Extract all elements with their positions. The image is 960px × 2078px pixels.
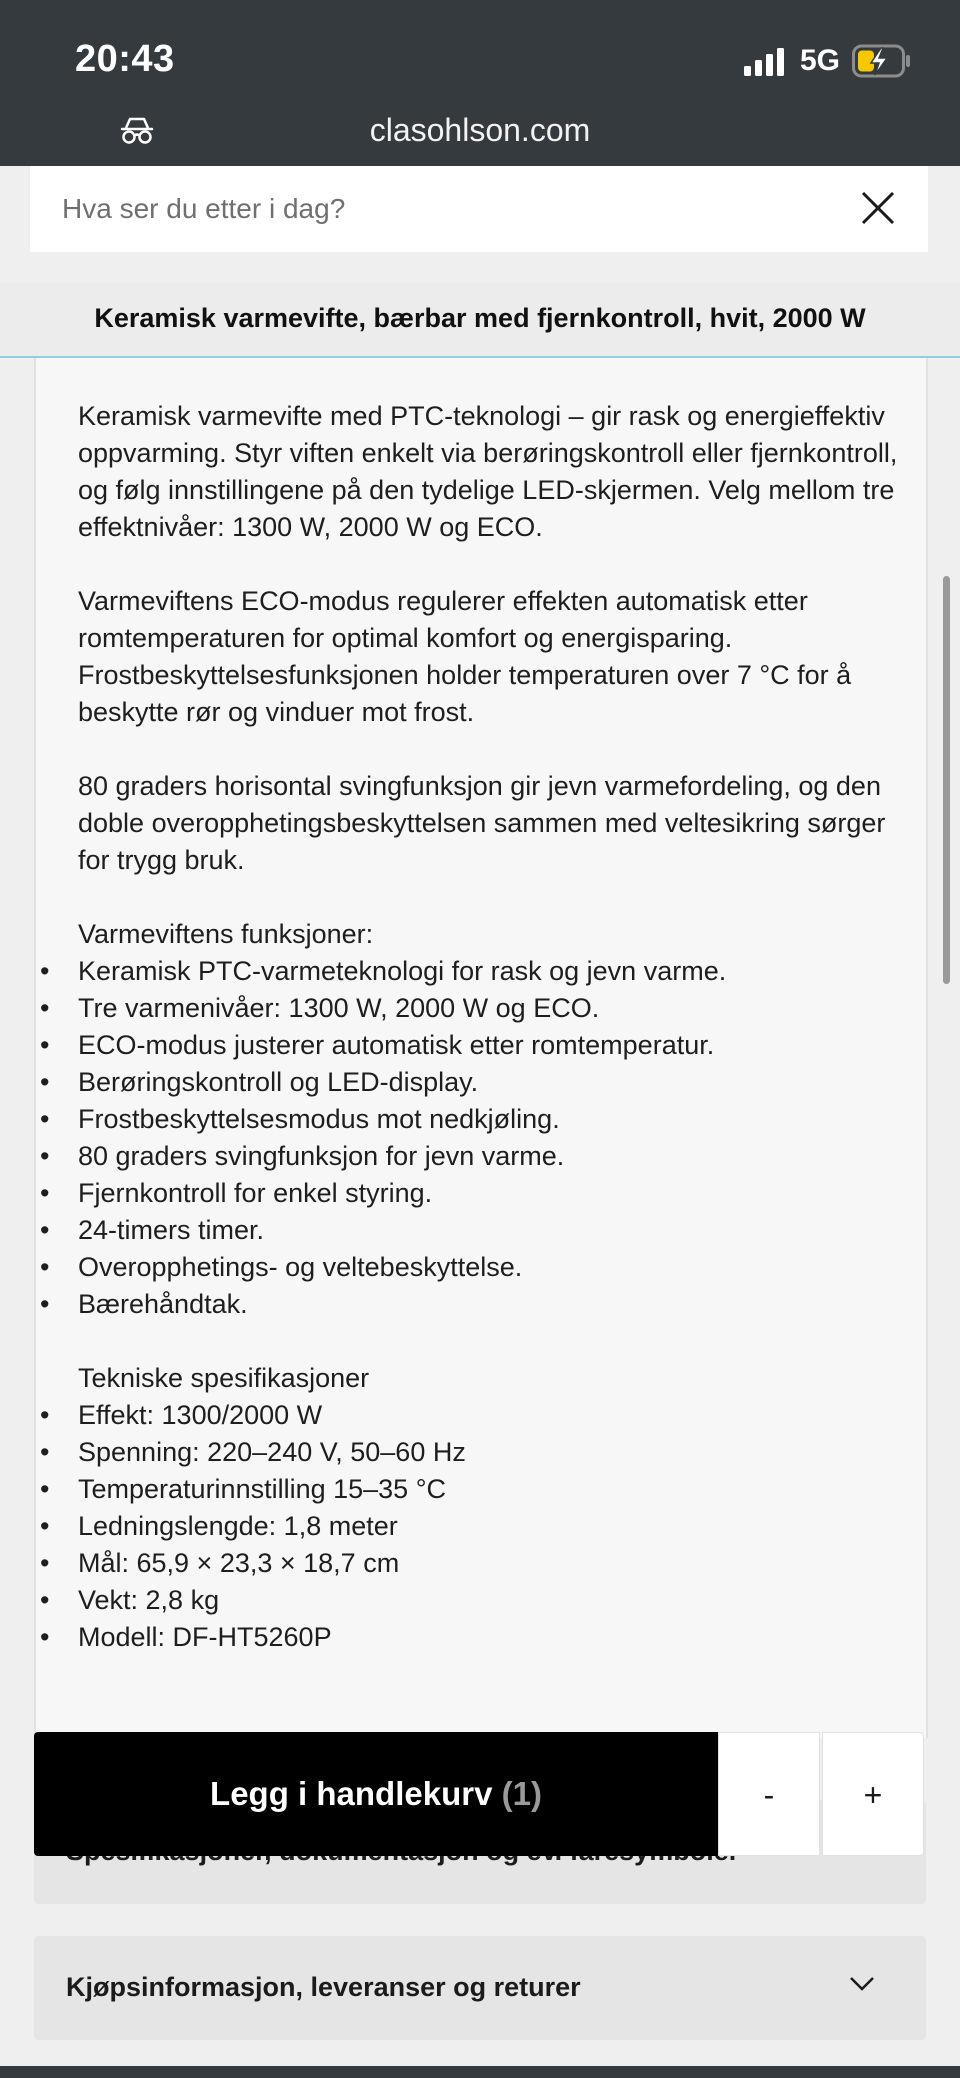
- chevron-down-icon: [848, 1974, 876, 1994]
- quantity-increase-button[interactable]: +: [822, 1732, 924, 1856]
- feature-item: • Tre varmenivåer: 1300 W, 2000 W og ECO.: [78, 990, 908, 1027]
- description-paragraph: 80 graders horisontal svingfunksjon gir jevn varmefordeling, og den doble overopphetingsbeskyttelsen sammen med veltesikring sørger for trygg bruk.: [78, 771, 886, 875]
- feature-item: • 80 graders svingfunksjon for jevn varme.: [78, 1138, 908, 1175]
- purchase-info-accordion[interactable]: [34, 1936, 926, 2040]
- sticky-cart-bar: [34, 1732, 926, 1856]
- specs-list: [78, 1397, 908, 1656]
- features-heading: Varmeviftens funksjoner:: [78, 919, 374, 949]
- feature-item: • Fjernkontroll for enkel styring.: [78, 1175, 908, 1212]
- address-bar-url[interactable]: clasohlson.com: [369, 112, 591, 148]
- description-paragraph: Keramisk varmevifte med PTC-teknologi – gir rask og energieffektiv oppvarming. Styr viften enkelt via berøringskontroll eller fjernkontroll, og følg innstillingene på den tydelige LED-skjermen. Velg mellom tre effektnivåer: 1300 W, 2000 W og ECO.: [78, 401, 898, 542]
- spec-item: • Mål: 65,9 × 23,3 × 18,7 cm: [78, 1545, 908, 1582]
- description-paragraph: Varmeviftens ECO-modus regulerer effekten automatisk etter romtemperaturen for optimal komfort og energisparing. Frostbeskyttelsesfunksjonen holder temperaturen over 7 °C for å beskytte rør og vinduer mot frost.: [78, 586, 852, 727]
- description-content: [78, 398, 908, 1693]
- spec-item: • Ledningslengde: 1,8 meter: [78, 1508, 908, 1545]
- feature-item: • ECO-modus justerer automatisk etter romtemperatur.: [78, 1027, 908, 1064]
- feature-item: • Overopphetings- og veltebeskyttelse.: [78, 1249, 908, 1286]
- browser-topbar: [0, 0, 960, 166]
- search-bar: [30, 166, 928, 252]
- spec-item: • Effekt: 1300/2000 W: [78, 1397, 908, 1434]
- spec-item: • Temperaturinnstilling 15–35 °C: [78, 1471, 908, 1508]
- quantity-decrease-button[interactable]: -: [718, 1732, 820, 1856]
- features-list: [78, 953, 908, 1323]
- search-input[interactable]: [60, 182, 844, 236]
- battery-charging-icon: [852, 44, 912, 78]
- spec-item: • Vekt: 2,8 kg: [78, 1582, 908, 1619]
- cellular-signal-icon: [744, 48, 786, 76]
- spec-item: • Spenning: 220–240 V, 50–60 Hz: [78, 1434, 908, 1471]
- cart-count: (1): [501, 1775, 542, 1812]
- bottom-toolbar-edge: [0, 2066, 960, 2078]
- add-to-cart-label: Legg i handlekurv: [210, 1775, 493, 1812]
- status-time: 20:43: [75, 38, 175, 80]
- product-title-bar: [0, 282, 960, 358]
- accordion-label: Kjøpsinformasjon, leveranser og returer: [66, 1972, 581, 2002]
- network-type: 5G: [800, 44, 841, 77]
- feature-item: • 24-timers timer.: [78, 1212, 908, 1249]
- close-icon[interactable]: [858, 188, 898, 228]
- specs-heading: Tekniske spesifikasjoner: [78, 1363, 370, 1393]
- feature-item: • Berøringskontroll og LED-display.: [78, 1064, 908, 1101]
- add-to-cart-button[interactable]: [34, 1732, 718, 1856]
- page-scrollbar[interactable]: [943, 576, 950, 984]
- feature-item: • Keramisk PTC-varmeteknologi for rask og jevn varme.: [78, 953, 908, 990]
- description-panel: [34, 358, 928, 1738]
- spec-item: • Modell: DF-HT5260P: [78, 1619, 908, 1656]
- feature-item: • Bærehåndtak.: [78, 1286, 908, 1323]
- feature-item: • Frostbeskyttelsesmodus mot nedkjøling.: [78, 1101, 908, 1138]
- product-title: Keramisk varmevifte, bærbar med fjernkontroll, hvit, 2000 W: [94, 303, 866, 333]
